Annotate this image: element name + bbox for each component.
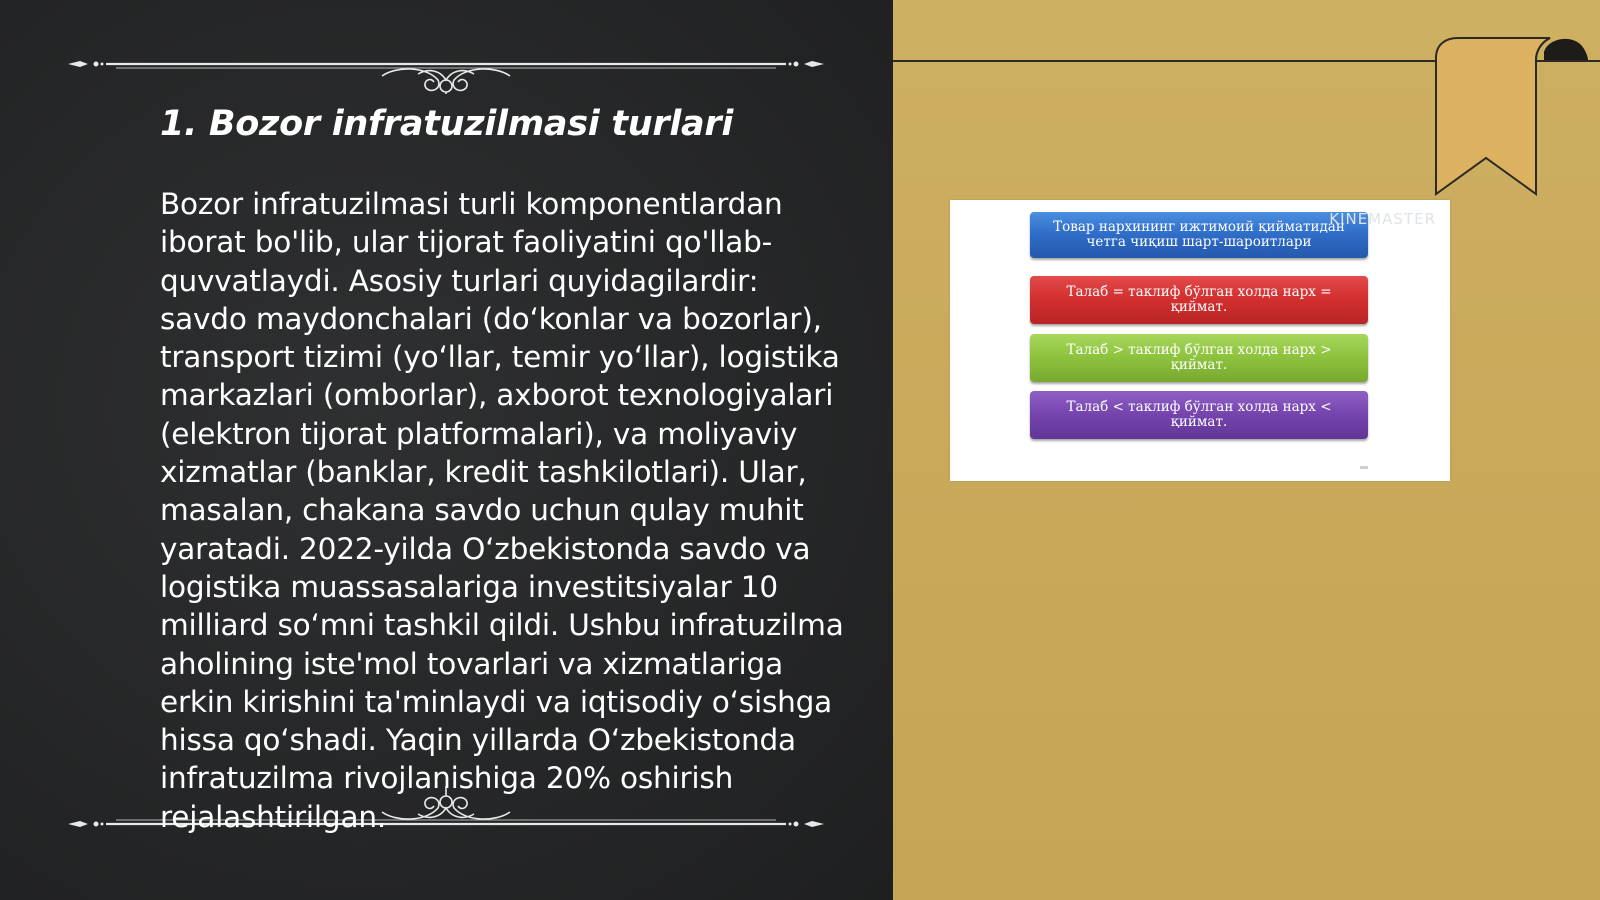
slide-title: 1. Bozor infratuzilmasi turlari: [160, 104, 734, 144]
card-item-green: Талаб > таклиф бўлган холда нарх > қиймат.: [1030, 334, 1368, 382]
card-dots-icon: [1360, 466, 1368, 469]
top-ornament-icon: [66, 44, 826, 94]
watermark-text: KINEMASTER: [1329, 210, 1436, 228]
card-item-blue: Товар нархининг ижтимоий қийматидан четга чиқиш шарт-шароитлари: [1030, 212, 1368, 258]
slide-body-text: Bozor infratuzilmasi turli komponentlardan iborat bo'lib, ular tijorat faoliyatini qo'llab-quvvatlaydi. Asosiy turlari quyidagilardir: savdo maydonchalari (do‘konlar va bozorlar), transport tizimi (yo‘llar, temir yo‘llar), logistika markazlari (omborlar), axborot texnologiyalari (elektron tijorat platformalari), va moliyaviy xizmatlar (banklar, kredit tashkilotlari). Ular, masalan, chakana savdo uchun qulay muhit yaratadi. 2022-yilda O‘zbekistonda savdo va logistika muassasalariga investitsiyalar 10 milliard so‘mni tashkil qildi. Ushbu infratuzilma aholining iste'mol tovarlari va xizmatlariga erkin kirishini ta'minlaydi va iqtisodiy o‘sishga hissa qo‘shadi. Yaqin yillarda O‘zbekistonda infratuzilma rivojlanishiga 20% oshirish rejalashtirilgan.: [160, 187, 844, 834]
card-item-purple: Талаб < таклиф бўлган холда нарх < қиймат.: [1030, 391, 1368, 439]
card-item-red: Талаб = таклиф бўлган холда нарх = қиймат.: [1030, 276, 1368, 324]
bookmark-ribbon-icon: [1432, 36, 1592, 198]
diagram-image-card: [950, 200, 1450, 481]
